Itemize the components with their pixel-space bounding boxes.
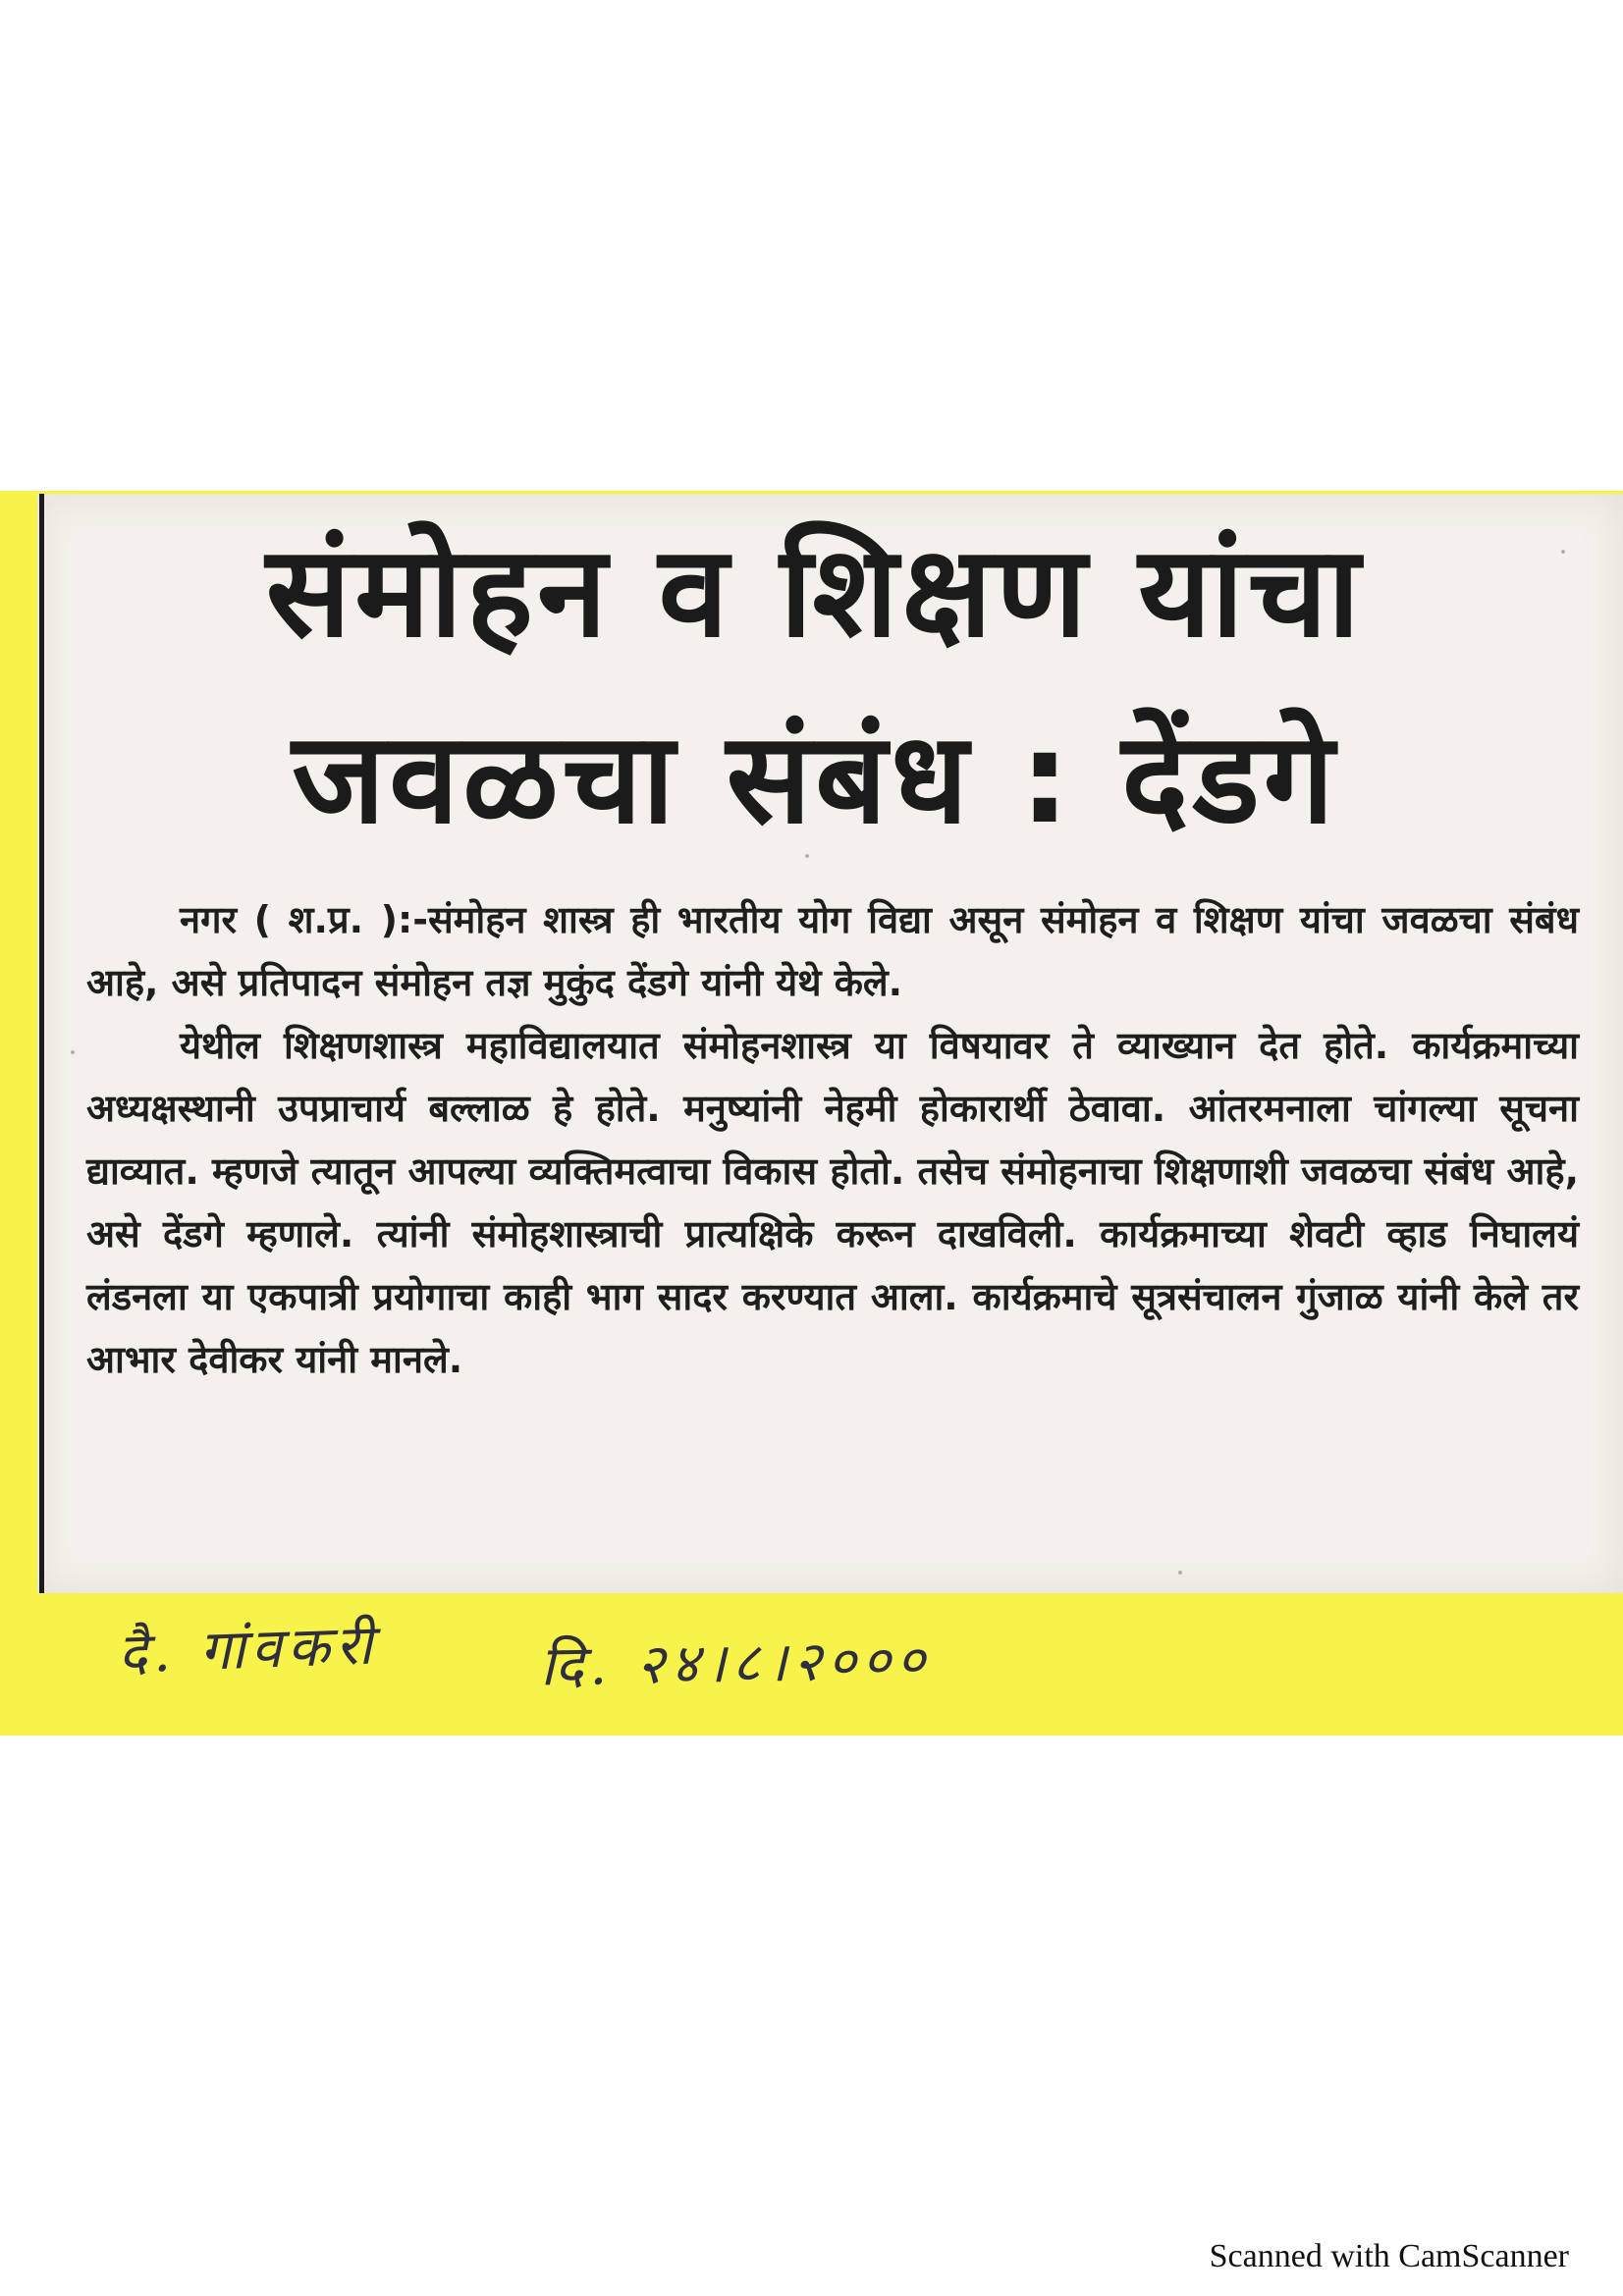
headline-line-2: जवळचा संबंध : देंडगे — [292, 706, 1338, 852]
paper-speck — [1178, 1571, 1182, 1575]
handwritten-annotation — [118, 1610, 1198, 1718]
article-body — [86, 888, 1579, 1391]
article-paragraph-1: नगर ( श.प्र. ):-संमोहन शास्त्र ही भारतीय योग विद्या असून संमोहन व शिक्षण यांचा जवळचा संबंध आहे, असे प्रतिपादन संमोहन तज्ञ मुकुंद देंडगे यांनी येथे केले. — [86, 898, 1579, 1004]
column-rule — [39, 494, 44, 1593]
paper-speck — [805, 854, 809, 858]
headline-line-1: संमोहन व शिक्षण यांचा — [265, 519, 1365, 666]
camscanner-watermark: Scanned with CamScanner — [1209, 2238, 1569, 2274]
handwritten-source: दै. गांवकरी — [117, 1613, 380, 1686]
article-paragraph-2: येथील शिक्षणशास्त्र महाविद्यालयात संमोहनशास्त्र या विषयावर ते व्याख्यान देत होते. कार्यक्रमाच्या अध्यक्षस्थानी उपप्राचार्य बल्लाळ हे होते. मनुष्यांनी नेहमी होकारार्थी ठेवावा. आंतरमनाला चांगल्या सूचना द्याव्यात. म्हणजे त्यातून आपल्या व्यक्तिमत्वाचा विकास होतो. तसेच संमोहनाचा शिक्षणाशी जवळचा संबंध आहे, असे देंडगे म्हणाले. त्यांनी संमोहशास्त्राची प्रात्यक्षिके करून दाखविली. कार्यक्रमाच्या शेवटी व्हाड निघालयं लंडनला या एकपात्री प्रयोगाचा काही भाग सादर करण्यात आला. कार्यक्रमाचे सूत्रसंचालन गुंजाळ यांनी केले तर आभार देवीकर यांनी मानले. — [86, 1024, 1579, 1381]
paper-speck — [71, 1050, 75, 1054]
handwritten-date: दि. २४।८।२००० — [539, 1628, 932, 1699]
